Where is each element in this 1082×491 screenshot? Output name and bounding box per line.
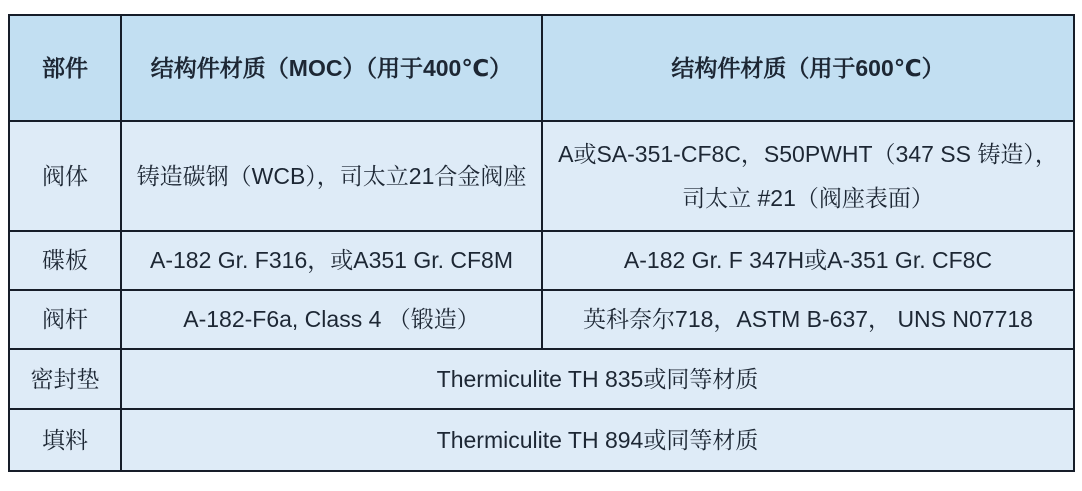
- cell-disc-moc-600c: A-182 Gr. F 347H或A-351 Gr. CF8C: [542, 231, 1074, 290]
- cell-disc-moc-400c: A-182 Gr. F316，或A351 Gr. CF8M: [121, 231, 542, 290]
- cell-packing-material: Thermiculite TH 894或同等材质: [121, 409, 1074, 471]
- table-row-packing: [9, 409, 1074, 471]
- cell-part-disc: 碟板: [9, 231, 121, 290]
- cell-part-packing: 填料: [9, 409, 121, 471]
- cell-valve-body-moc-600c: A或SA-351-CF8C，S50PWHT（347 SS 铸造），司太立 #21（阀座表面）: [542, 121, 1074, 231]
- header-row: [9, 15, 1074, 121]
- table-row-gasket: [9, 349, 1074, 409]
- cell-valve-body-moc-400c: 铸造碳钢（WCB），司太立21合金阀座: [121, 121, 542, 231]
- table-row-valve-body: [9, 121, 1074, 231]
- header-cell-moc-400c: 结构件材质（MOC）（用于400℃）: [121, 15, 542, 121]
- cell-stem-moc-400c: A-182-F6a, Class 4 （锻造）: [121, 290, 542, 349]
- table-row-stem: [9, 290, 1074, 349]
- cell-part-valve-body: 阀体: [9, 121, 121, 231]
- header-cell-moc-600c: 结构件材质（用于600℃）: [542, 15, 1074, 121]
- materials-table: [8, 14, 1075, 472]
- materials-table-container: [8, 14, 1075, 472]
- cell-part-stem: 阀杆: [9, 290, 121, 349]
- header-cell-part: 部件: [9, 15, 121, 121]
- cell-part-gasket: 密封垫: [9, 349, 121, 409]
- cell-stem-moc-600c: 英科奈尔718，ASTM B-637， UNS N07718: [542, 290, 1074, 349]
- cell-gasket-material: Thermiculite TH 835或同等材质: [121, 349, 1074, 409]
- table-row-disc: [9, 231, 1074, 290]
